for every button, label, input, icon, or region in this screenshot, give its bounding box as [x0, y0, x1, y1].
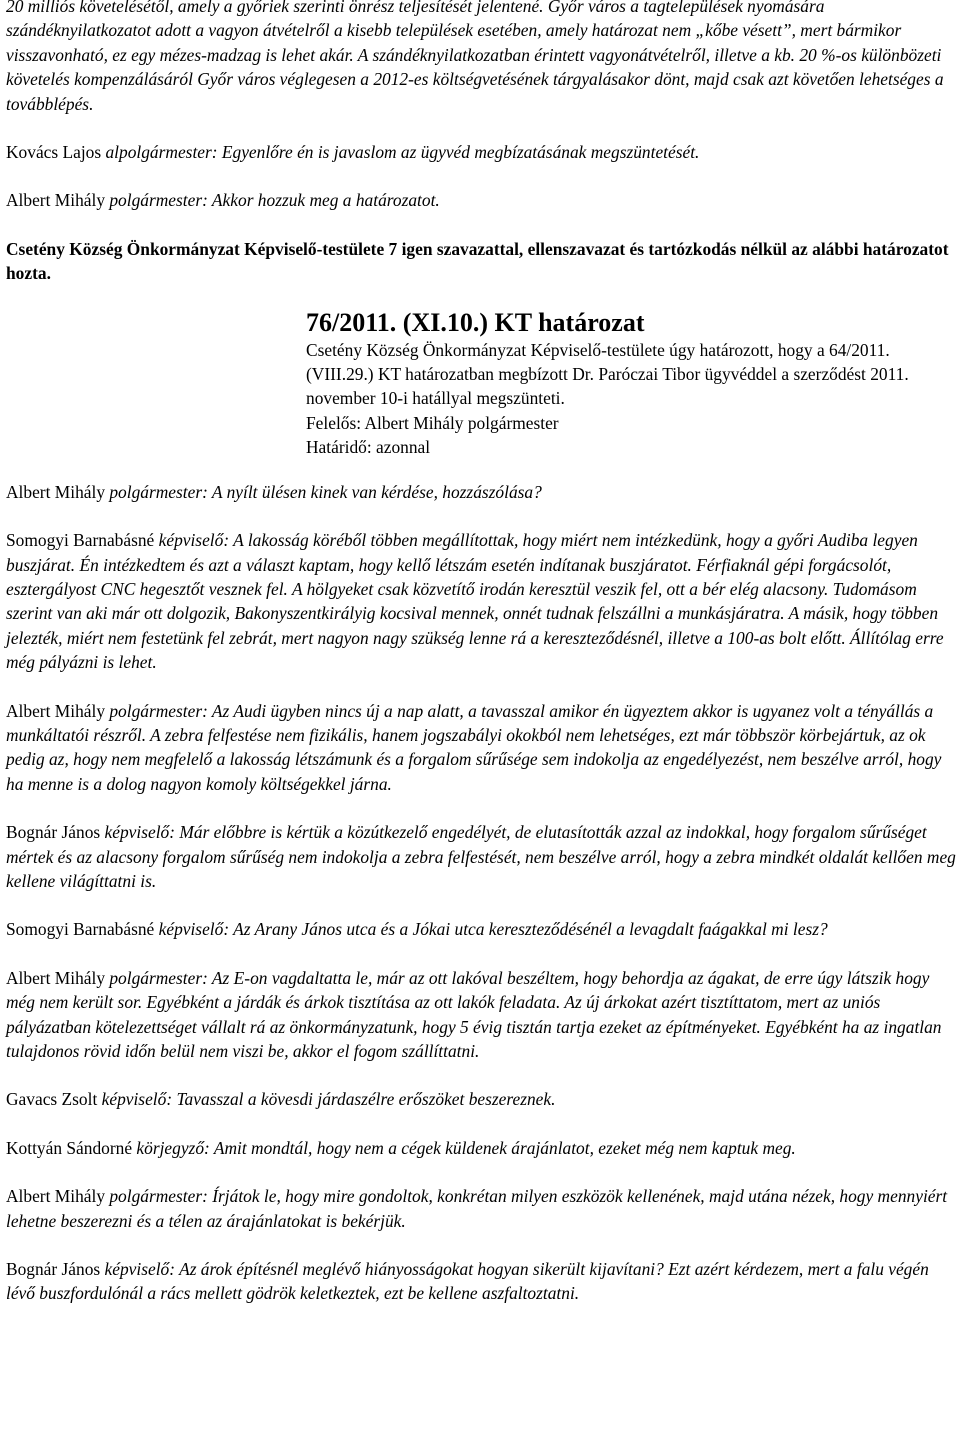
speech-text: képviselő: Már előbbre is kértük a közútkezelő engedélyét, de elutasították azzal az indokkal, hogy forgalom sűrűséget mértek és az alacsony forgalom sűrűség nem indokolja a zebra felfestését, nem beszélve arról, hogy a zebra mindkét oldalát kellően meg kellene világíttatni is. [6, 822, 956, 891]
document-page [6, 0, 956, 1306]
paragraph-intro [6, 0, 956, 116]
speech-text: körjegyző: Amit mondtál, hogy nem a cégek küldenek árajánlatot, ezeket még nem kaptuk meg. [132, 1137, 796, 1158]
paragraph-albert-mihaly-3 [6, 699, 956, 797]
speech-text: polgármester: Az E-on vagdaltatta le, már az ott lakóval beszéltem, hogy behordja az ágakat, de erre úgy látszik hogy még nem került sor. Egyébként a járdák és árkok tisztítása az ott lakók feladata. Az új árkokat azért tisztíttatom, mert az uniós pályázatban kötelezettséget vállalt rá az önkormányzatunk, hogy 5 évig tisztán tartja ezeket az építményeket. Egyébként ha az ingatlan tulajdonos rövid időn belül nem viszi be, akkor el fogom szállíttatni. [6, 967, 942, 1061]
speaker-name: Albert Mihály [6, 1186, 106, 1207]
intro-text-italic: 20 milliós követelésétől, amely a győriek szerinti önrész teljesítését jelentené. Győr város a tagtelepülések nyomására szándéknyilatkozatot adott a vagyon átvételről a kisebb települések esetében, amely határozat nem „kőbe vésett”, mert bármikor visszavonható, ez egy mézes-madzag is lehet akár. A szándéknyilatkozatban érintett vagyonátvételről, illetve a kb. [6, 0, 902, 65]
speaker-name: Kovács Lajos [6, 142, 102, 163]
speaker-name: Bognár János [6, 822, 101, 843]
speaker-name: Somogyi Barnabásné [6, 530, 155, 551]
paragraph-albert-mihaly-5 [6, 1184, 956, 1233]
speaker-name: Albert Mihály [6, 700, 106, 721]
speaker-role: képviselő: [154, 530, 230, 551]
speech-text: alpolgármester: Egyenlőre én is javaslom az ügyvéd megbízatásának megszüntetését. [101, 142, 700, 163]
paragraph-albert-mihaly-1 [6, 188, 956, 212]
speech-text: polgármester: Az Audi ügyben nincs új a nap alatt, a tavasszal amikor én ügyeztem akkor is ugyanez volt a tényállás a munkáltatói részről. A zebra felfestése nem fizikális, hanem jogszabályi okokból nem lehetséges, ezt már többször körbejártuk, az ok pedig az, hogy nem megfelelő a lakosság létszámunk és a forgalom sűrűsége sem indokolja az engedélyezést, nem beszélve arról, hogy ha menne is a dolog nagyon komoly költségekkel járna. [6, 700, 942, 794]
speaker-name: Albert Mihály [6, 481, 106, 502]
paragraph-somogyi-barnabasne-2 [6, 917, 956, 941]
speaker-name: Albert Mihály [6, 967, 106, 988]
paragraph-albert-mihaly-2 [6, 480, 956, 504]
resolution-title: 76/2011. (XI.10.) KT határozat [306, 307, 645, 337]
paragraph-bognar-janos-1 [6, 820, 956, 893]
speech-text: képviselő: Az árok építésnél meglévő hiányosságokat hogyan sikerült kijavítani? Ezt azért kérdezem, mert a falu végén lévő buszfordulónál a rács mellett gödrök keletkeztek, ezt be kellene aszfaltoztatni. [6, 1259, 929, 1304]
resolution-block [306, 308, 956, 460]
speech-text: polgármester: Írjátok le, hogy mire gondoltok, konkrétan milyen eszközök kellenének, majd utána nézek, hogy mennyiért lehetne beszerezni és a télen az árajánlatokat is bekérjük. [6, 1186, 948, 1231]
resolution-deadline: Határidő: azonnal [306, 437, 431, 458]
resolution-text: Csetény Község Önkormányzat Képviselő-testülete úgy határozott, hogy a 64/2011. (VIII.29.) KT határozatban megbízott Dr. Paróczai Tibor ügyvéddel a szerződést 2011. november 10-i hatállyal megszünteti. [306, 339, 909, 409]
speech-text: képviselő: Az Arany János utca és a Jókai utca kereszteződésénél a levagdalt faágakkal mi lesz? [154, 919, 828, 940]
speaker-name: Kottyán Sándorné [6, 1137, 133, 1158]
speech-text: képviselő: Tavasszal a kövesdi járdaszélre erőszöket beszereznek. [97, 1089, 556, 1110]
paragraph-albert-mihaly-4 [6, 966, 956, 1064]
speech-text: polgármester: Akkor hozzuk meg a határozatot. [105, 190, 440, 211]
paragraph-bognar-janos-2 [6, 1257, 956, 1306]
speaker-name: Albert Mihály [6, 190, 106, 211]
paragraph-somogyi-barnabasne-1 [6, 528, 956, 674]
paragraph-kottyan-sandorne [6, 1136, 956, 1160]
speech-text: A lakosság köréből többen megállítottak, hogy miért nem intézkedünk, hogy a győri Audiba legyen buszjárat. Én intézkedtem és azt a választ kaptam, hogy kellő létszám esetén indítanak buszjáratot. Férfiaknál gépi forgácsolót, esztergályost CNC hegesztőt vesznek fel. A hölgyeket csak közvetítő irodán keresztül veszik fel, ott a bér elég alacsony. Tudomásom szerint van aki már ott dolgozik, Bakonyszentkirályig kocsival mennek, onnét tudnak felszállni a munkásjáratra. A másik, hogy többen jelezték, miért nem festetünk fel zebrát, mert nagyon nagy szükség lenne rá a kereszteződésnél, illetve a 100-as bolt előtt. Állítólag erre még pályázni is lehet. [6, 530, 944, 673]
resolution-responsible: Felelős: Albert Mihály polgármester [306, 412, 559, 433]
paragraph-vote-statement: Csetény Község Önkormányzat Képviselő-testülete 7 igen szavazattal, ellenszavazat és tartózkodás nélkül az alábbi határozatot hozta. [6, 238, 949, 284]
speech-text: polgármester: A nyílt ülésen kinek van kérdése, hozzászólása? [105, 481, 542, 502]
speaker-name: Somogyi Barnabásné [6, 919, 155, 940]
paragraph-gavacs-zsolt [6, 1087, 956, 1111]
intro-text-continuation: 20 %-os különbözeti követelés kompenzálásáról Győr város véglegesen a 2012-es költségvetésének tárgyalásakor dönt, majd csak azt követően lehetséges a továbblépés. [6, 44, 944, 114]
speaker-name: Bognár János [6, 1259, 101, 1280]
paragraph-kovacs-lajos [6, 140, 956, 164]
speaker-name: Gavacs Zsolt [6, 1089, 98, 1110]
